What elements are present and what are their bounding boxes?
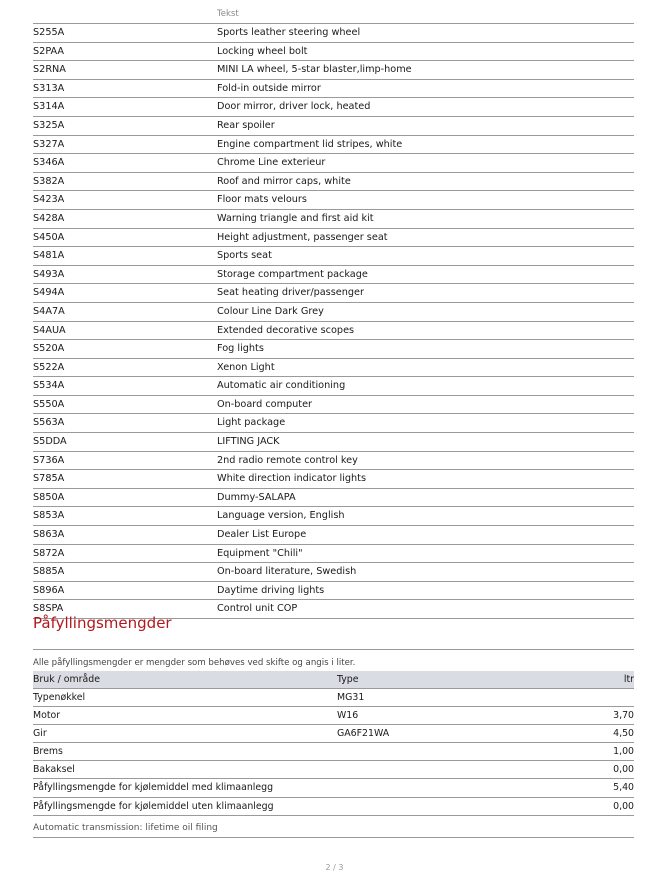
option-text: Floor mats velours (217, 194, 307, 206)
table-row (33, 247, 634, 266)
fill-section-title: Påfyllingsmengder (33, 614, 172, 632)
option-text: Sports leather steering wheel (217, 27, 361, 38)
page-number: 2 / 3 (325, 863, 344, 872)
table-row (33, 433, 634, 452)
table-row (33, 396, 634, 415)
table-row (33, 98, 634, 117)
fill-table-body (33, 689, 634, 816)
option-text: Chrome Line exterieur (217, 157, 326, 169)
option-code: S4AUA (33, 324, 66, 336)
fill-area: Gir (33, 728, 47, 740)
option-text: Fold-in outside mirror (217, 82, 321, 94)
table-row (33, 61, 634, 80)
option-code: S327A (33, 138, 65, 150)
column-header-unit: ltr (623, 674, 634, 685)
option-code: S522A (33, 361, 65, 373)
option-code: S8SPA (33, 603, 64, 615)
fill-value: 4,50 (613, 728, 634, 740)
table-row (33, 798, 634, 816)
option-text: Warning triangle and first aid kit (217, 212, 374, 224)
table-row (33, 725, 634, 743)
option-code: S423A (33, 194, 65, 206)
table-row (33, 761, 634, 779)
option-text: Dummy-SALAPA (217, 491, 296, 503)
option-text: MINI LA wheel, 5-star blaster,limp-home (217, 64, 412, 76)
option-code: S550A (33, 398, 65, 410)
table-row (33, 284, 634, 303)
table-row (33, 322, 634, 341)
option-code: S325A (33, 119, 65, 131)
option-text: Rear spoiler (217, 119, 275, 131)
option-text: Light package (217, 417, 286, 429)
option-code: S346A (33, 157, 65, 169)
table-row (33, 582, 634, 601)
table-row (33, 507, 634, 526)
options-header-text: Tekst (217, 9, 239, 19)
table-row (33, 43, 634, 62)
option-text: 2nd radio remote control key (217, 454, 358, 466)
option-code: S520A (33, 343, 65, 355)
option-text: Dealer List Europe (217, 529, 307, 541)
table-row (33, 210, 634, 229)
option-code: S493A (33, 268, 65, 280)
table-row (33, 266, 634, 285)
table-row (33, 779, 634, 797)
table-row (33, 414, 634, 433)
table-row (33, 707, 634, 725)
option-code: S885A (33, 566, 65, 578)
fill-type: MG31 (337, 692, 365, 703)
fill-value: 3,70 (613, 710, 634, 722)
option-code: S481A (33, 250, 65, 262)
fill-value: 0,00 (613, 764, 634, 776)
option-code: S850A (33, 491, 65, 503)
option-code: S736A (33, 454, 65, 466)
fill-area: Brems (33, 746, 63, 758)
option-text: Roof and mirror caps, white (217, 175, 351, 187)
option-code: S563A (33, 417, 65, 429)
fill-value: 1,00 (613, 746, 634, 758)
option-code: S2RNA (33, 64, 66, 76)
option-code: S534A (33, 380, 65, 392)
option-code: S450A (33, 231, 65, 243)
table-row (33, 470, 634, 489)
option-text: Equipment "Chili" (217, 547, 303, 559)
option-text: Sports seat (217, 250, 272, 262)
table-row (33, 340, 634, 359)
column-header-type: Type (337, 674, 359, 685)
options-table (33, 0, 634, 619)
table-row (33, 526, 634, 545)
option-code: S314A (33, 101, 65, 113)
table-row (33, 229, 634, 248)
option-text: Language version, English (217, 510, 345, 522)
fill-area: Påfyllingsmengde for kjølemiddel med klimaanlegg (33, 782, 274, 794)
table-row (33, 743, 634, 761)
table-row (33, 136, 634, 155)
fill-area: Påfyllingsmengde for kjølemiddel uten klimaanlegg (33, 800, 274, 812)
option-code: S5DDA (33, 436, 67, 448)
option-text: Height adjustment, passenger seat (217, 231, 388, 243)
table-row (33, 303, 634, 322)
option-text: Seat heating driver/passenger (217, 287, 364, 299)
option-text: White direction indicator lights (217, 473, 367, 485)
table-row (33, 689, 634, 707)
fill-intro-text: Alle påfyllingsmengder er mengder som behøves ved skifte og angis i liter. (33, 658, 356, 668)
fill-quantities-table (33, 649, 634, 838)
table-row (33, 563, 634, 582)
fill-value: 5,40 (613, 782, 634, 794)
options-table-body (33, 24, 634, 619)
options-table-header (33, 0, 634, 24)
fill-area: Motor (33, 710, 61, 722)
option-code: S494A (33, 287, 65, 299)
option-code: S785A (33, 473, 65, 485)
table-row (33, 80, 634, 99)
fill-area: Typenøkkel (33, 692, 86, 703)
option-code: S428A (33, 212, 65, 224)
fill-type: W16 (337, 710, 359, 722)
option-text: Automatic air conditioning (217, 380, 346, 392)
table-row (33, 452, 634, 471)
table-row (33, 191, 634, 210)
fill-area: Bakaksel (33, 764, 75, 776)
option-code: S255A (33, 27, 65, 38)
table-row (33, 173, 634, 192)
table-row (33, 154, 634, 173)
option-text: Storage compartment package (217, 268, 368, 280)
option-code: S872A (33, 547, 65, 559)
table-row (33, 24, 634, 43)
option-text: Engine compartment lid stripes, white (217, 138, 403, 150)
option-code: S2PAA (33, 45, 65, 57)
option-code: S4A7A (33, 305, 65, 317)
option-text: Daytime driving lights (217, 584, 325, 596)
option-code: S853A (33, 510, 65, 522)
table-row (33, 545, 634, 564)
option-text: Colour Line Dark Grey (217, 305, 324, 317)
table-row (33, 117, 634, 136)
option-code: S382A (33, 175, 65, 187)
option-text: Xenon Light (217, 361, 275, 373)
option-text: Fog lights (217, 343, 264, 355)
option-text: Control unit COP (217, 603, 298, 615)
fill-value: 0,00 (613, 800, 634, 812)
option-text: LIFTING JACK (217, 436, 280, 448)
option-text: On-board literature, Swedish (217, 566, 357, 578)
fill-table-header (33, 671, 634, 689)
table-row (33, 489, 634, 508)
option-text: Locking wheel bolt (217, 45, 308, 57)
option-text: Extended decorative scopes (217, 324, 355, 336)
option-code: S863A (33, 529, 65, 541)
column-header-area: Bruk / område (33, 674, 100, 685)
option-code: S313A (33, 82, 65, 94)
fill-type: GA6F21WA (337, 728, 390, 740)
option-text: On-board computer (217, 398, 313, 410)
fill-note: Automatic transmission: lifetime oil filing (33, 816, 634, 838)
option-code: S896A (33, 584, 65, 596)
table-row (33, 377, 634, 396)
table-row (33, 359, 634, 378)
option-text: Door mirror, driver lock, heated (217, 101, 371, 113)
